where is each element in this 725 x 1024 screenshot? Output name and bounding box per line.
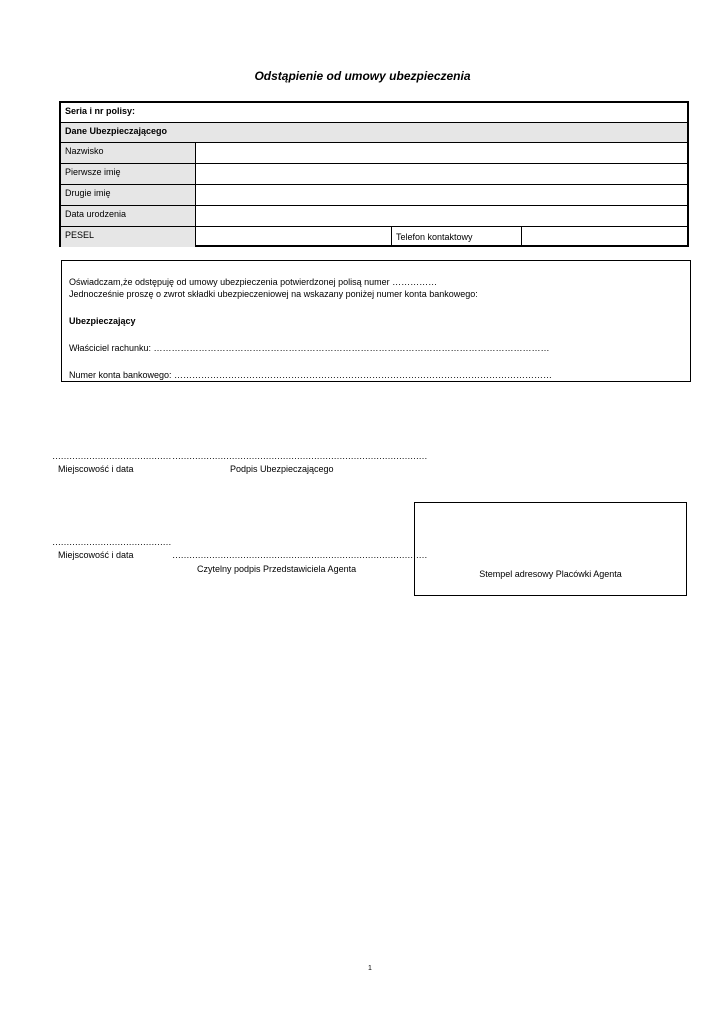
birth-date-field[interactable] [196,206,687,226]
surname-label: Nazwisko [61,143,196,163]
policy-row [61,103,687,123]
first-name-field[interactable] [196,164,687,184]
place-date-label-1: Miejscowość i data [58,464,134,474]
phone-field[interactable] [522,227,687,247]
section-header: Dane Ubezpieczającego [65,126,168,136]
insured-signature-label: Podpis Ubezpieczającego [230,464,334,474]
second-name-label: Drugie imię [61,185,196,205]
declaration-line-1: Oświadczam,że odstępuję od umowy ubezpieczenia potwierdzonej polisą numer …………… [69,277,438,287]
agent-signature-label: Czytelny podpis Przedstawiciela Agenta [197,564,357,574]
pesel-label: PESEL [61,227,196,247]
birth-date-row [61,206,687,227]
phone-label: Telefon kontaktowy [392,227,522,247]
policy-number-label: Seria i nr polisy: [65,106,136,116]
first-name-label: Pierwsze imię [61,164,196,184]
place-date-dots-2: …………………………………… [52,537,171,547]
declaration-line-2: Jednocześnie proszę o zwrot składki ubezpieczeniowej na wskazany poniżej numer konta bankowego: [69,289,478,299]
insured-heading: Ubezpieczający [69,316,136,326]
account-number-line: Numer konta bankowego: ……………………………………………………………………………………………………………… [69,370,553,380]
place-date-dots-1: …………………………………… [52,451,171,461]
agent-signature-dots: ……………………………………………………………………………… [172,550,427,560]
surname-field[interactable] [196,143,687,163]
declaration-box [61,260,691,382]
page-number: 1 [368,965,372,972]
birth-date-label: Data urodzenia [61,206,196,226]
pesel-field[interactable] [196,227,392,247]
stamp-label: Stempel adresowy Placówki Agenta [479,569,622,579]
surname-row [61,143,687,164]
account-owner-line: Właściciel rachunku: …………………………………………………………………………………………………………………… [69,343,550,353]
insured-signature-dots: ……………………………………………………………………………… [172,451,427,461]
document-title: Odstąpienie od umowy ubezpieczenia [254,69,471,83]
first-name-row [61,164,687,185]
insured-data-table [59,101,689,247]
agent-stamp-box [414,502,687,596]
second-name-field[interactable] [196,185,687,205]
place-date-label-2: Miejscowość i data [58,550,134,560]
pesel-row [61,227,687,247]
second-name-row [61,185,687,206]
section-header-row [61,123,687,143]
